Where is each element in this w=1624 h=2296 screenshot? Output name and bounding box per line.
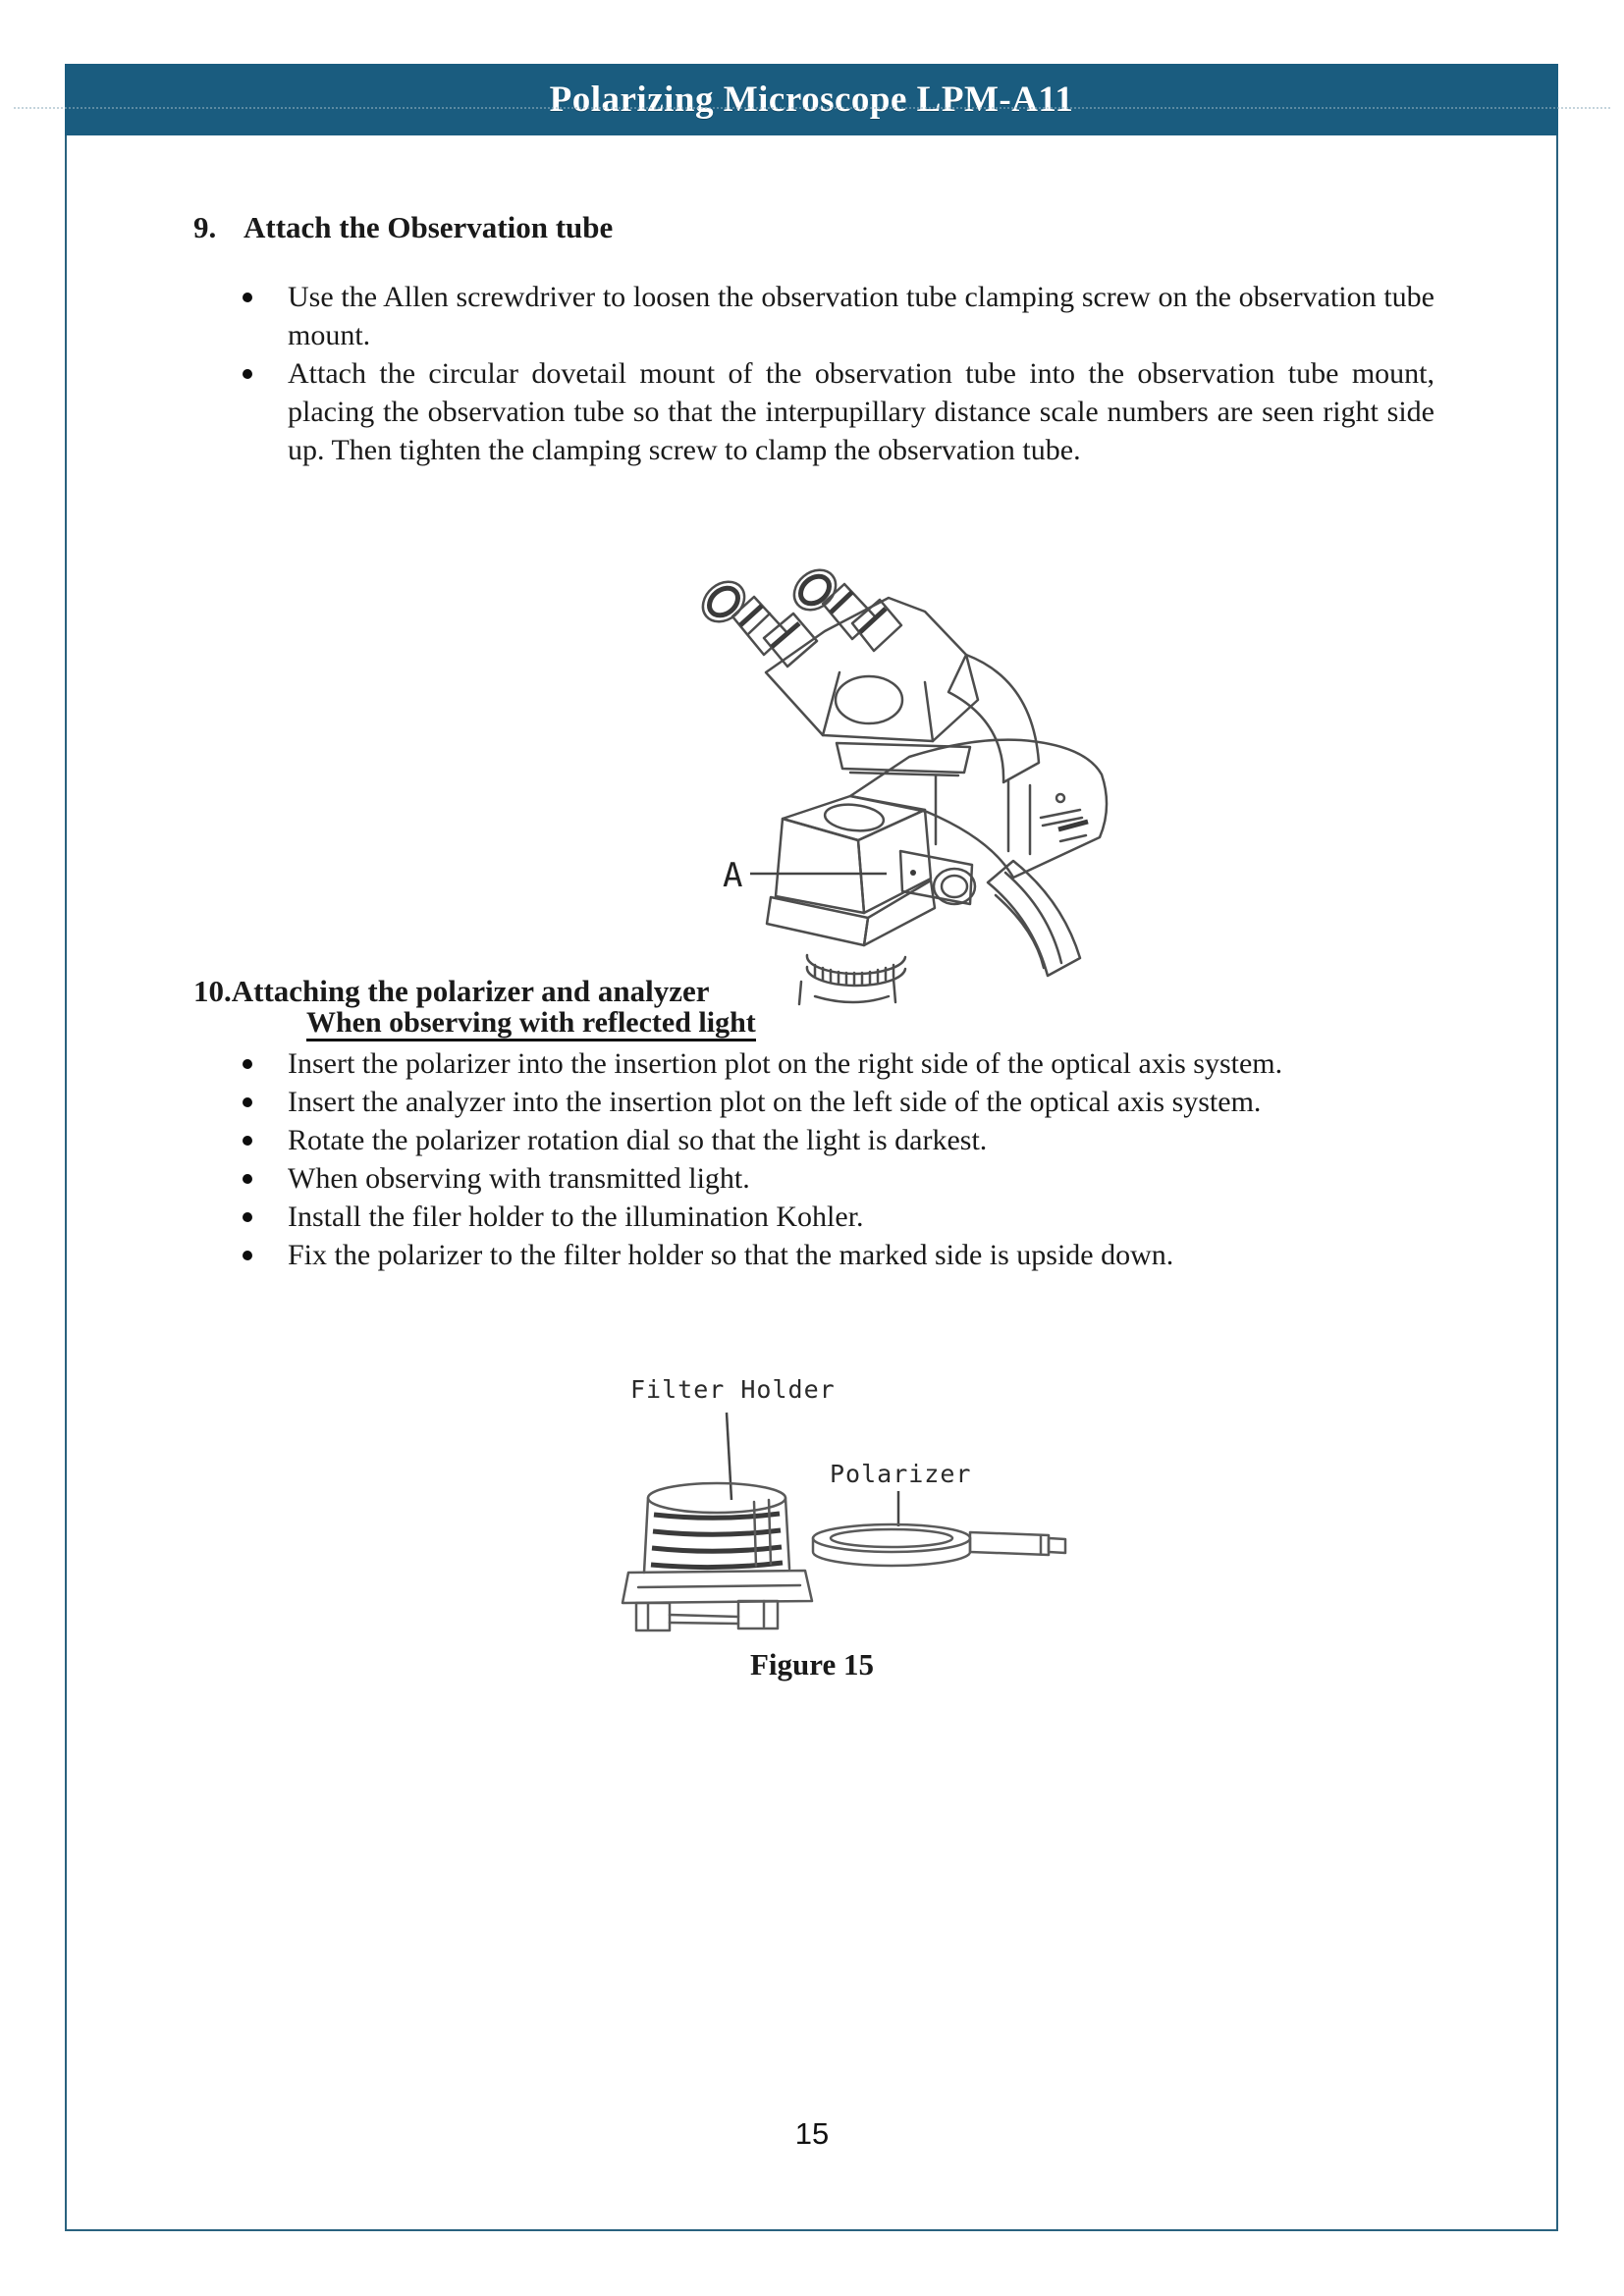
bullet-icon xyxy=(243,293,252,302)
bullet-text: Fix the polarizer to the filter holder so that the marked side is upside down. xyxy=(288,1239,1174,1271)
section10-number: 10. xyxy=(193,974,232,1008)
section9-title: Attach the Observation tube xyxy=(244,210,614,244)
list-item xyxy=(241,1044,1435,1083)
list-item xyxy=(241,1121,1435,1159)
bullet-text: Insert the polarizer into the insertion plot on the right side of the optical axis system. xyxy=(288,1047,1283,1080)
bullet-icon xyxy=(243,1136,252,1146)
bullet-text: Insert the analyzer into the insertion plot on the left side of the optical axis system. xyxy=(288,1086,1262,1118)
list-item xyxy=(241,354,1435,469)
bullet-icon xyxy=(243,369,252,379)
list-item xyxy=(241,1083,1435,1121)
figure15-drawing xyxy=(609,1369,1080,1654)
list-item xyxy=(241,1159,1435,1198)
microscope-drawing xyxy=(668,535,1139,1045)
section10-title: Attaching the polarizer and analyzer xyxy=(231,974,710,1008)
page-number: 15 xyxy=(794,2116,830,2151)
microscope-figure xyxy=(668,535,1139,1045)
bullet-icon xyxy=(243,1212,252,1222)
polarizer-label: Polarizer xyxy=(830,1460,972,1488)
scan-dotted-line xyxy=(14,107,1610,109)
list-item xyxy=(241,1198,1435,1236)
section10-subheading: When observing with reflected light xyxy=(306,1007,756,1041)
bullet-icon xyxy=(243,1251,252,1260)
bullet-icon xyxy=(243,1174,252,1184)
section9-bullet-list xyxy=(241,278,1435,469)
page-title: Polarizing Microscope LPM-A11 xyxy=(549,80,1074,120)
section9-number: 9. xyxy=(193,210,217,244)
bullet-text: Use the Allen screwdriver to loosen the observation tube clamping screw on the observation tube mount. xyxy=(288,281,1435,351)
section10-bullet-list xyxy=(241,1044,1435,1274)
section9-heading xyxy=(193,210,613,245)
bullet-icon xyxy=(243,1097,252,1107)
filter-holder-label: Filter Holder xyxy=(630,1375,836,1404)
bullet-text: Attach the circular dovetail mount of the observation tube into the observation tube mount, placing the observation tube so that the interpupillary distance scale numbers are seen right side up. Then tighten the clamping screw to clamp the observation tube. xyxy=(288,357,1435,466)
section10-heading xyxy=(193,974,710,1009)
header-bar xyxy=(65,64,1558,135)
bullet-text: Install the filer holder to the illumination Kohler. xyxy=(288,1201,864,1233)
figure15 xyxy=(609,1369,1080,1654)
bullet-text: When observing with transmitted light. xyxy=(288,1162,750,1195)
list-item xyxy=(241,278,1435,354)
bullet-icon xyxy=(243,1059,252,1069)
mount-label-a: A xyxy=(723,856,743,895)
bullet-text: Rotate the polarizer rotation dial so that the light is darkest. xyxy=(288,1124,988,1156)
figure15-caption: Figure 15 xyxy=(750,1647,874,1682)
list-item xyxy=(241,1236,1435,1274)
